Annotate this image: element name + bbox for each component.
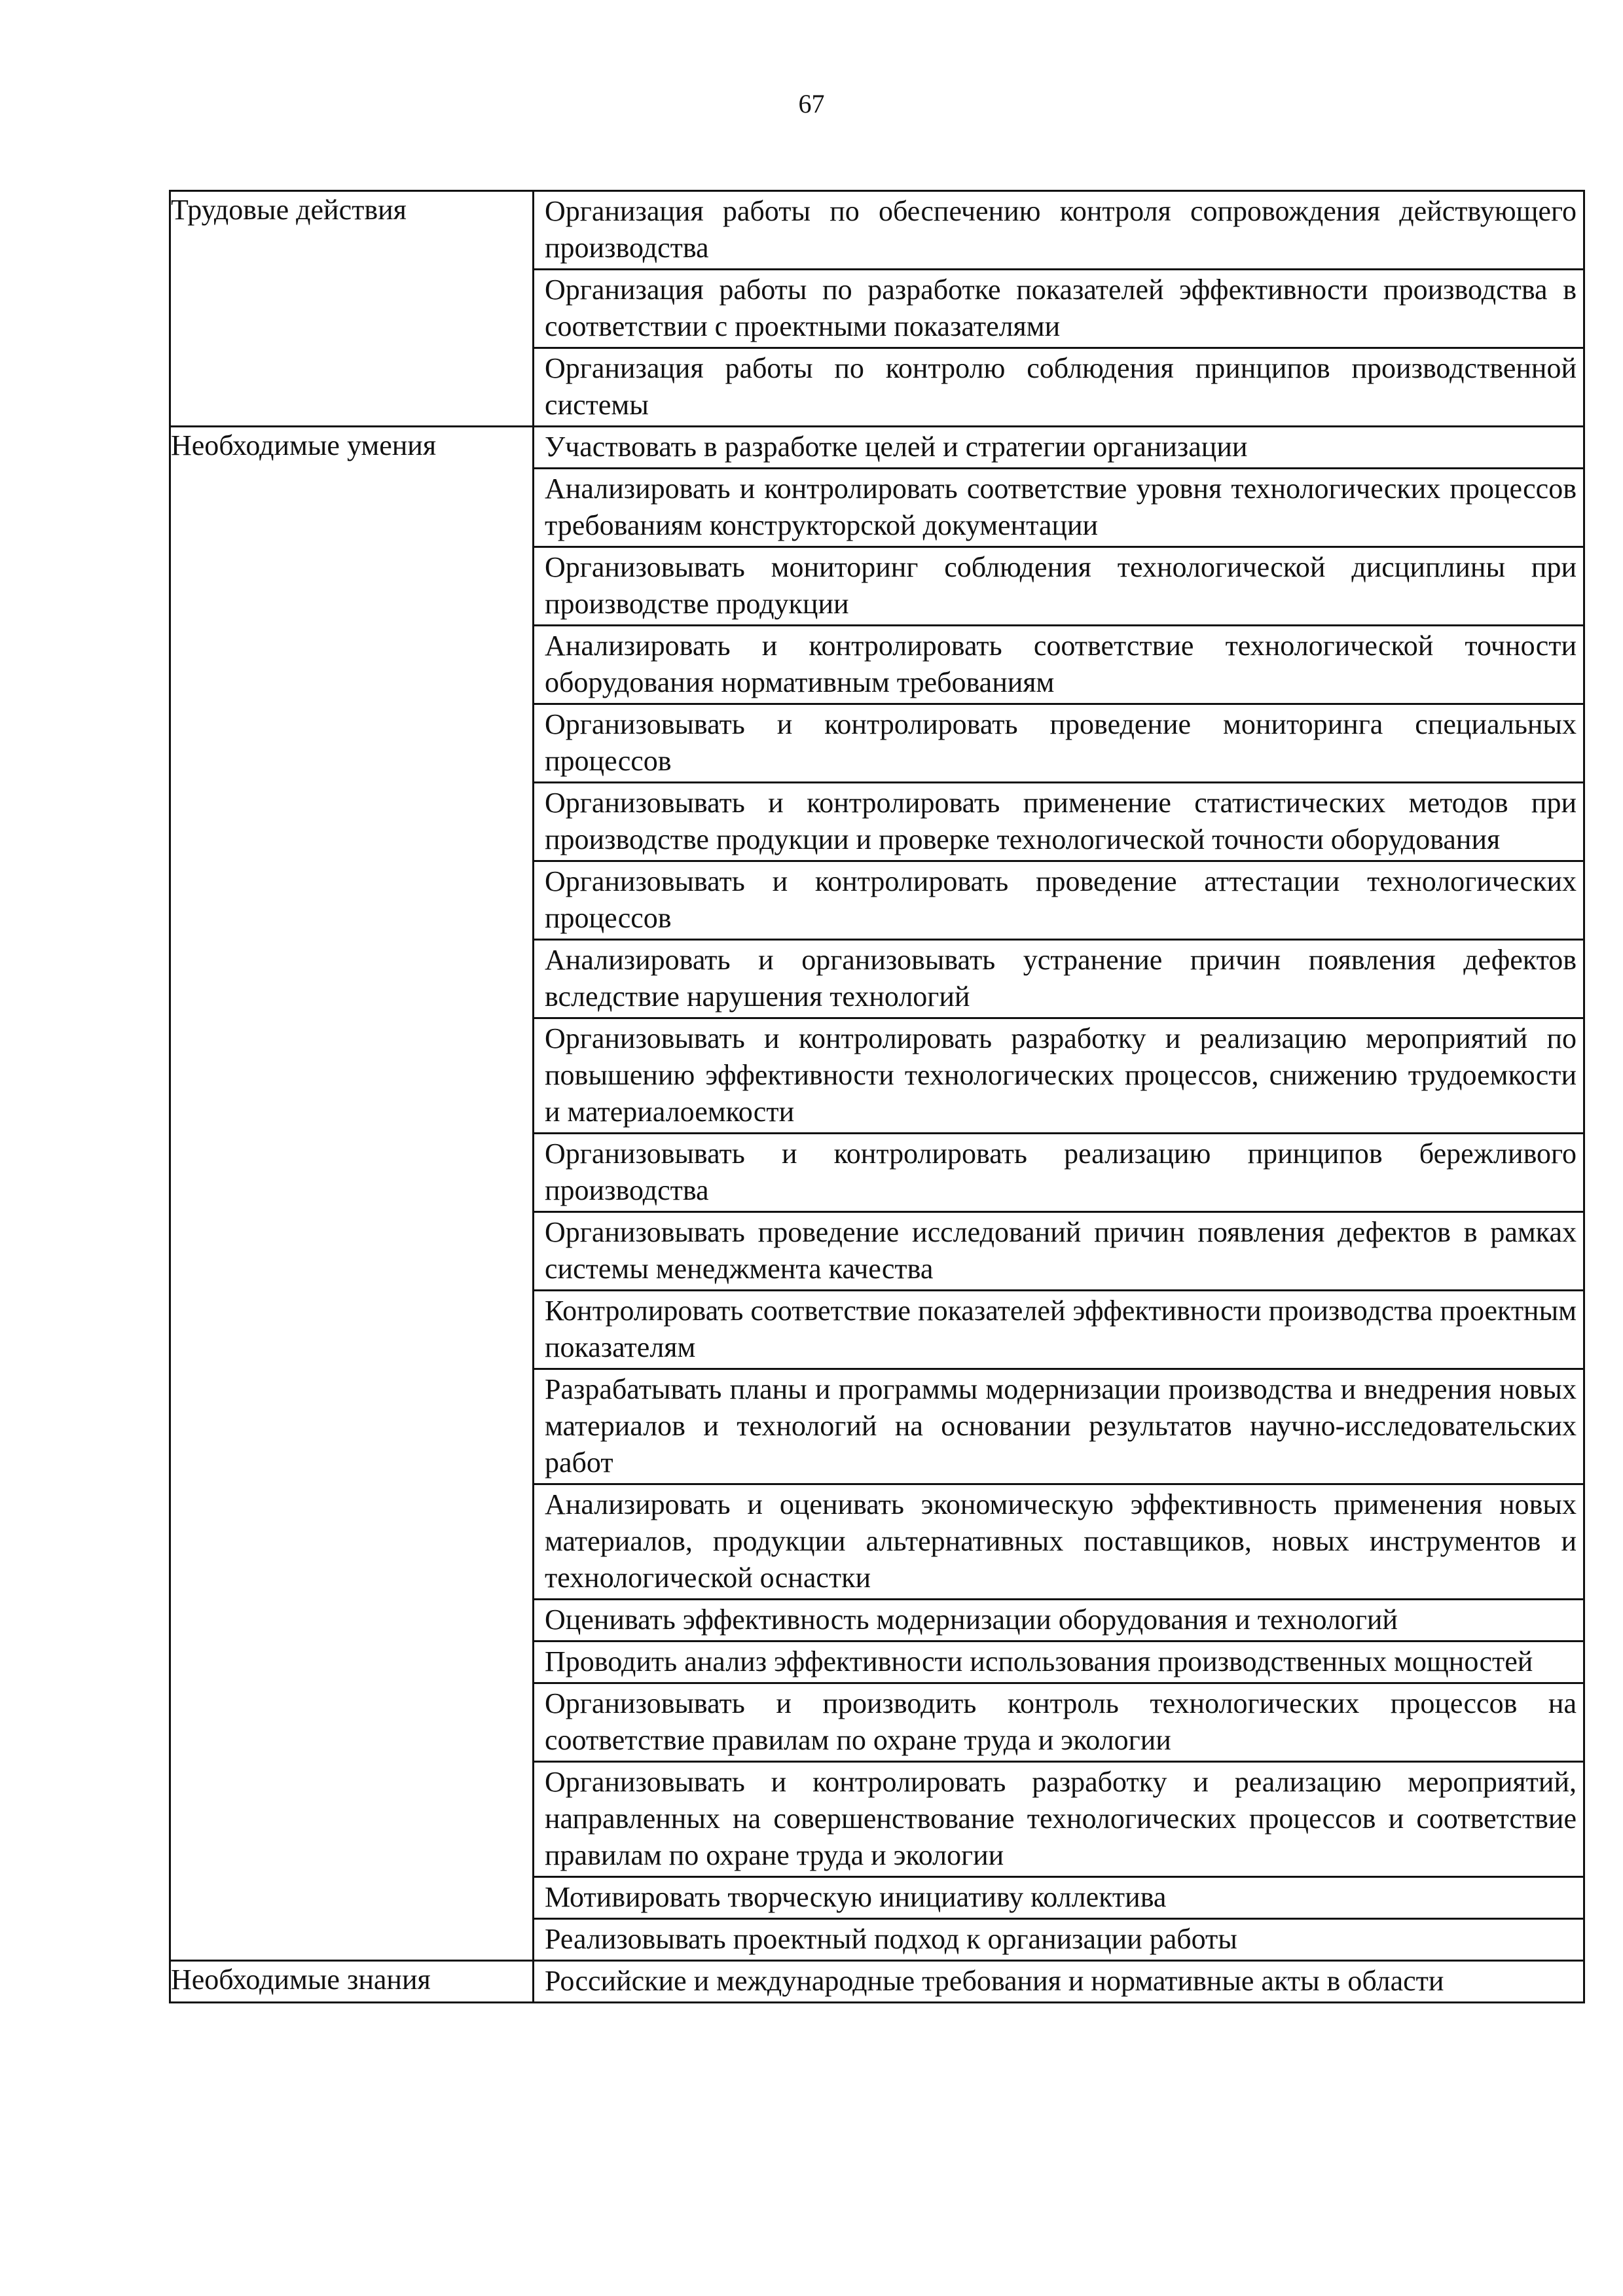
table-entry: Организация работы по разработке показателей эффективности производства в соответствии с проектными показателями	[534, 270, 1583, 349]
section-items	[534, 1961, 1584, 2003]
table-row	[170, 1961, 1584, 2003]
table-entry: Анализировать и контролировать соответствие уровня технологических процессов требованиям конструкторской документации	[534, 469, 1583, 548]
table-entry: Реализовывать проектный подход к организации работы	[545, 1923, 1237, 1955]
table-entry: Анализировать и контролировать соответствие технологической точности оборудования нормативным требованиям	[534, 626, 1583, 705]
table-entry: Организация работы по контролю соблюдения принципов производственной системы	[545, 352, 1577, 421]
table-body	[170, 191, 1584, 2003]
table-entry: Анализировать и оценивать экономическую эффективность применения новых материалов, продукции альтернативных поставщиков, новых инструментов и технологической оснастки	[534, 1485, 1583, 1600]
section-label: Необходимые знания	[170, 1961, 534, 2003]
table-entry: Проводить анализ эффективности использования производственных мощностей	[534, 1642, 1583, 1684]
section-label: Необходимые умения	[170, 427, 534, 1961]
table-entry: Организовывать и контролировать разработку и реализацию мероприятий, направленных на совершенствование технологических процессов и соответствие правилам по охране труда и экологии	[534, 1763, 1583, 1878]
table-entry: Организовывать и контролировать разработку и реализацию мероприятий по повышению эффективности технологических процессов, снижению трудоемкости и материалоемкости	[534, 1019, 1583, 1134]
page-number: 67	[798, 89, 825, 118]
table-entry: Организовывать и производить контроль технологических процессов на соответствие правилам по охране труда и экологии	[534, 1684, 1583, 1763]
table-entry: Участвовать в разработке целей и стратегии организации	[534, 427, 1583, 469]
table-row	[170, 427, 1584, 1961]
competency-table	[169, 190, 1585, 2003]
section-items	[534, 427, 1584, 1961]
table-entry: Организовывать проведение исследований причин появления дефектов в рамках системы менеджмента качества	[534, 1213, 1583, 1291]
table-entry: Российские и международные требования и нормативные акты в области	[545, 1965, 1444, 1997]
table-entry: Организация работы по обеспечению контроля сопровождения действующего производства	[534, 192, 1583, 270]
table-entry: Организовывать и контролировать проведение аттестации технологических процессов	[534, 862, 1583, 941]
table-entry: Контролировать соответствие показателей эффективности производства проектным показателям	[534, 1291, 1583, 1370]
table-entry: Организовывать и контролировать применение статистических методов при производстве продукции и проверке технологической точности оборудования	[534, 783, 1583, 862]
table-entry: Организовывать и контролировать реализацию принципов бережливого производства	[534, 1134, 1583, 1213]
section-label: Трудовые действия	[170, 191, 534, 427]
table-row	[170, 191, 1584, 427]
table-entry: Оценивать эффективность модернизации оборудования и технологий	[534, 1600, 1583, 1642]
section-items	[534, 191, 1584, 427]
table-entry: Разрабатывать планы и программы модернизации производства и внедрения новых материалов и технологий на основании результатов научно-исследовательских работ	[534, 1370, 1583, 1485]
table-entry: Организовывать мониторинг соблюдения технологической дисциплины при производстве продукции	[534, 548, 1583, 626]
table-entry: Мотивировать творческую инициативу коллектива	[534, 1878, 1583, 1920]
table-entry: Организовывать и контролировать проведение мониторинга специальных процессов	[534, 705, 1583, 783]
table-entry: Анализировать и организовывать устранение причин появления дефектов вследствие нарушения технологий	[534, 941, 1583, 1019]
